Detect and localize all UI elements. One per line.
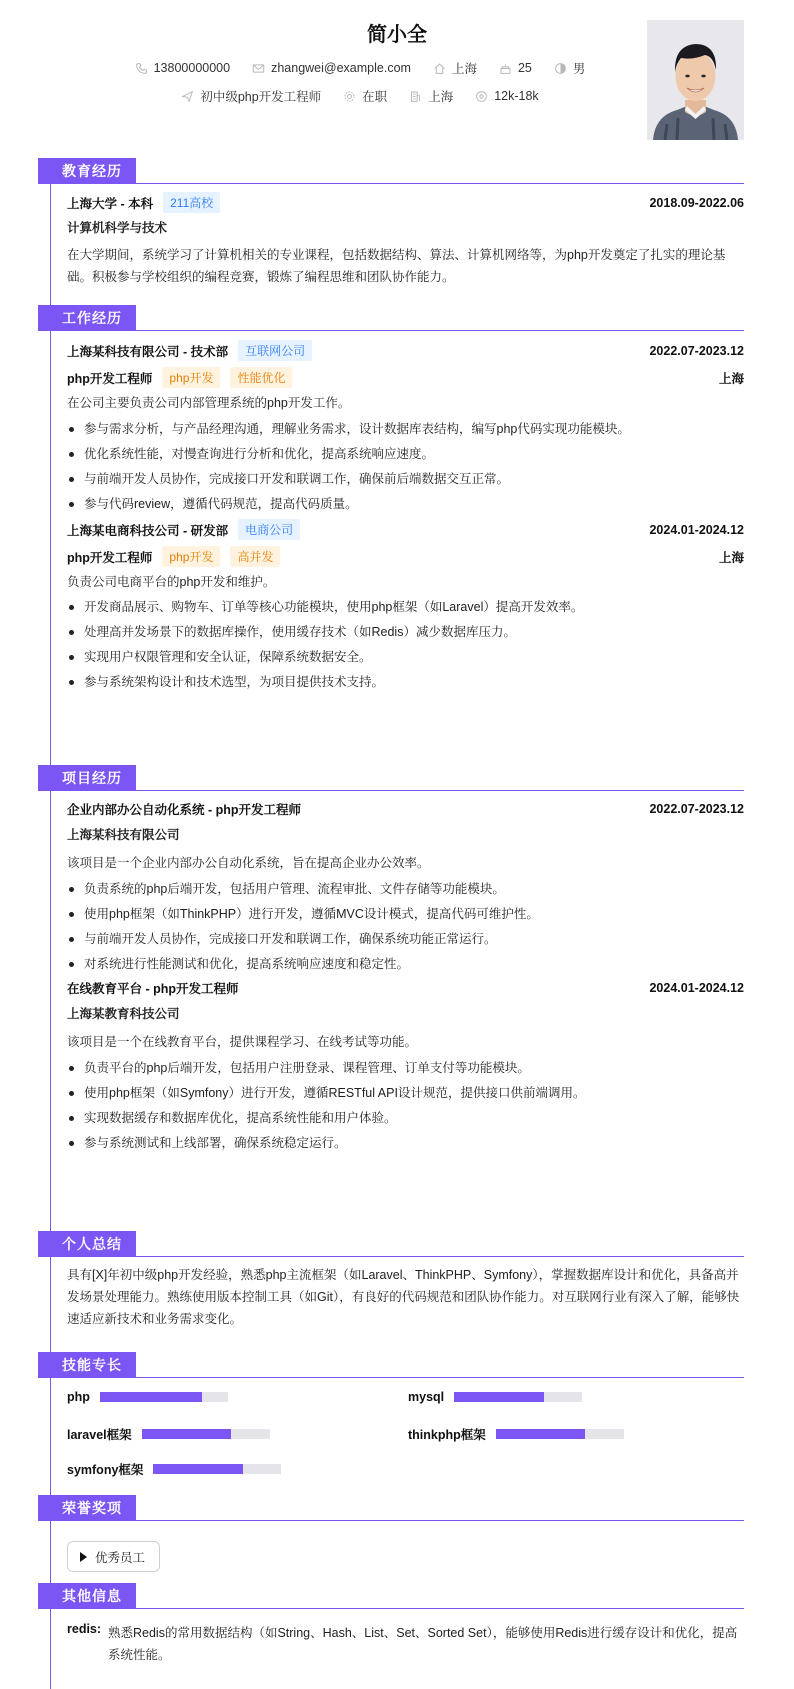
cake-icon [499, 62, 512, 75]
work-bullets [67, 595, 744, 695]
profile-photo [647, 20, 744, 140]
list-item: 使用php框架（如ThinkPHP）进行开发，遵循MVC设计模式，提高代码可维护性。 [67, 902, 744, 927]
candidate-name: 简小全 [367, 24, 427, 46]
skill-name: laravel框架 [67, 1428, 132, 1442]
honors-title: 荣誉奖项 [38, 1495, 136, 1521]
list-item: 对系统进行性能测试和优化，提高系统响应速度和稳定性。 [67, 952, 744, 977]
email-icon [252, 62, 265, 75]
phone-info [135, 61, 230, 75]
salary-text: 12k-18k [494, 89, 539, 103]
role-name: php开发工程师 [67, 371, 153, 386]
work-company-row [67, 519, 744, 540]
skill-bar [153, 1464, 281, 1474]
skill-level [100, 1392, 202, 1402]
award-chip[interactable] [67, 1541, 160, 1572]
work-role-row [67, 367, 744, 388]
work-title: 工作经历 [38, 305, 136, 331]
company-name: 上海某科技有限公司 - 技术部 [67, 344, 229, 359]
company-tag: 电商公司 [238, 519, 300, 540]
education-date: 2018.09-2022.06 [649, 195, 744, 210]
project-company: 上海某科技有限公司 [67, 828, 180, 842]
project-title: 项目经历 [38, 765, 136, 791]
skill-bar [454, 1392, 582, 1402]
position-info [181, 87, 321, 105]
role-tag: php开发 [162, 367, 220, 388]
gender-icon [554, 62, 567, 75]
work-location: 上海 [718, 550, 744, 565]
education-title: 教育经历 [38, 158, 136, 184]
section-divider [38, 1520, 744, 1521]
phone-icon [135, 62, 148, 75]
company-name: 上海某电商科技公司 - 研发部 [67, 523, 229, 538]
education-row [67, 192, 744, 213]
skills-header [38, 1352, 744, 1378]
skill-item [67, 1425, 270, 1443]
skill-level [496, 1429, 586, 1439]
work-description: 在公司主要负责公司内部管理系统的php开发工作。 [67, 396, 351, 410]
work-city-info [409, 87, 453, 105]
other-key: redis: [67, 1622, 102, 1636]
work-date: 2024.01-2024.12 [649, 522, 744, 537]
list-item: 负责平台的php后端开发，包括用户注册登录、课程管理、订单支付等功能模块。 [67, 1056, 744, 1081]
summary-title: 个人总结 [38, 1231, 136, 1257]
skill-name: php [67, 1390, 90, 1404]
skill-bar [142, 1429, 270, 1439]
education-section [38, 158, 744, 284]
project-company: 上海某教育科技公司 [67, 1007, 180, 1021]
project-description: 该项目是一个在线教育平台，提供课程学习、在线考试等功能。 [67, 1035, 418, 1049]
honors-header [38, 1495, 744, 1521]
city-text: 上海 [451, 62, 477, 76]
section-divider [38, 790, 744, 791]
education-description: 在大学期间，系统学习了计算机相关的专业课程，包括数据结构、算法、计算机网络等，为php开发奠定了扎实的理论基础。积极参与学校组织的编程竞赛，锻炼了编程思维和团队协作能力。 [67, 248, 726, 284]
project-title-row [67, 800, 744, 818]
list-item: 参与需求分析，与产品经理沟通，理解业务需求，设计数据库表结构，编写php代码实现功能模块。 [67, 417, 744, 442]
honors-section [38, 1495, 744, 1521]
job-intent-row [0, 87, 720, 105]
skill-name: mysql [408, 1390, 445, 1404]
age-info [499, 61, 532, 75]
skill-level [142, 1429, 232, 1439]
project-date: 2024.01-2024.12 [649, 981, 744, 995]
list-item: 实现数据缓存和数据库优化，提高系统性能和用户体验。 [67, 1106, 744, 1131]
play-icon [80, 1552, 87, 1562]
list-item: 使用php框架（如Symfony）进行开发，遵循RESTful API设计规范，提供接口供前端调用。 [67, 1081, 744, 1106]
building-icon [409, 90, 422, 103]
send-icon [181, 90, 194, 103]
home-icon [433, 62, 446, 75]
skill-item [408, 1390, 582, 1404]
gear-icon [343, 90, 356, 103]
work-city-text: 上海 [428, 90, 454, 104]
summary-text: 具有[X]年初中级php开发经验，熟悉php主流框架（如Laravel、ThinkPHP、Symfony），掌握数据库设计和优化，具备高并发场景处理能力。熟练使用版本控制工具（如Git），有良好的代码规范和团队协作能力。对互联网行业有深入了解，能够快速适应新技术和业务需求变化。 [67, 1268, 740, 1326]
status-info [343, 87, 387, 105]
project-name: 在线教育平台 - php开发工程师 [67, 982, 239, 996]
work-section [38, 305, 744, 689]
work-location: 上海 [718, 371, 744, 386]
project-bullets [67, 1056, 744, 1156]
other-section [38, 1583, 744, 1609]
skill-level [153, 1464, 243, 1474]
section-divider [38, 1377, 744, 1378]
skill-name: thinkphp框架 [408, 1428, 486, 1442]
work-date: 2022.07-2023.12 [649, 343, 744, 358]
project-header [38, 765, 744, 791]
project-bullets [67, 877, 744, 977]
work-bullets [67, 417, 744, 517]
school-tag: 211高校 [163, 192, 220, 213]
other-value: 熟悉Redis的常用数据结构（如String、Hash、List、Set、Sorted Set），能够使用Redis进行缓存设计和优化，提高系统性能。 [108, 1626, 738, 1662]
section-divider [38, 1608, 744, 1609]
skill-item [67, 1390, 228, 1404]
role-tag: php开发 [162, 546, 220, 567]
skill-item [408, 1425, 624, 1443]
skills-title: 技能专长 [38, 1352, 136, 1378]
section-divider [38, 183, 744, 184]
salary-info [475, 89, 538, 103]
list-item: 实现用户权限管理和安全认证，保障系统数据安全。 [67, 645, 744, 670]
age-text: 25 [517, 61, 532, 75]
skill-bar [100, 1392, 228, 1402]
status-text: 在职 [362, 90, 388, 104]
position-text: 初中级php开发工程师 [200, 90, 322, 104]
contact-row [0, 59, 720, 77]
skill-name: symfony框架 [67, 1463, 144, 1477]
project-description: 该项目是一个企业内部办公自动化系统，旨在提高企业办公效率。 [67, 856, 430, 870]
section-divider [38, 330, 744, 331]
phone-text: 13800000000 [153, 61, 231, 75]
summary-section [38, 1231, 744, 1326]
other-header [38, 1583, 744, 1609]
list-item: 开发商品展示、购物车、订单等核心功能模块，使用php框架（如Laravel）提高开发效率。 [67, 595, 744, 620]
other-title: 其他信息 [38, 1583, 136, 1609]
email-text: zhangwei@example.com [271, 61, 411, 75]
role-tag: 性能优化 [230, 367, 292, 388]
list-item: 与前端开发人员协作，完成接口开发和联调工作，确保系统功能正常运行。 [67, 927, 744, 952]
project-name: 企业内部办公自动化系统 - php开发工程师 [67, 803, 302, 817]
list-item: 优化系统性能，对慢查询进行分析和优化，提高系统响应速度。 [67, 442, 744, 467]
list-item: 参与系统架构设计和技术选型，为项目提供技术支持。 [67, 670, 744, 695]
gender-info [554, 59, 586, 77]
skill-bar [496, 1429, 624, 1439]
work-description: 负责公司电商平台的php开发和维护。 [67, 575, 276, 589]
list-item: 参与代码review，遵循代码规范，提高代码质量。 [67, 492, 744, 517]
education-header [38, 158, 744, 184]
summary-header [38, 1231, 744, 1257]
city-info [433, 59, 477, 77]
work-company-row [67, 340, 744, 361]
skills-section [38, 1352, 744, 1378]
project-section [38, 765, 744, 1150]
timeline-rail [50, 184, 51, 1689]
list-item: 参与系统测试和上线部署，确保系统稳定运行。 [67, 1131, 744, 1156]
gender-text: 男 [572, 62, 586, 76]
list-item: 与前端开发人员协作，完成接口开发和联调工作，确保前后端数据交互正常。 [67, 467, 744, 492]
major-name: 计算机科学与技术 [67, 221, 168, 235]
list-item: 处理高并发场景下的数据库操作，使用缓存技术（如Redis）减少数据库压力。 [67, 620, 744, 645]
email-info [252, 61, 411, 75]
role-tag: 高并发 [230, 546, 280, 567]
school-name: 上海大学 - 本科 [67, 196, 154, 211]
list-item: 负责系统的php后端开发，包括用户管理、流程审批、文件存储等功能模块。 [67, 877, 744, 902]
company-tag: 互联网公司 [238, 340, 312, 361]
award-label: 优秀员工 [95, 1550, 146, 1565]
section-divider [38, 1256, 744, 1257]
work-header [38, 305, 744, 331]
skill-level [454, 1392, 544, 1402]
project-date: 2022.07-2023.12 [649, 802, 744, 816]
coin-icon [475, 90, 488, 103]
role-name: php开发工程师 [67, 550, 153, 565]
work-role-row [67, 546, 744, 567]
project-title-row [67, 979, 744, 997]
skill-item [67, 1460, 281, 1478]
